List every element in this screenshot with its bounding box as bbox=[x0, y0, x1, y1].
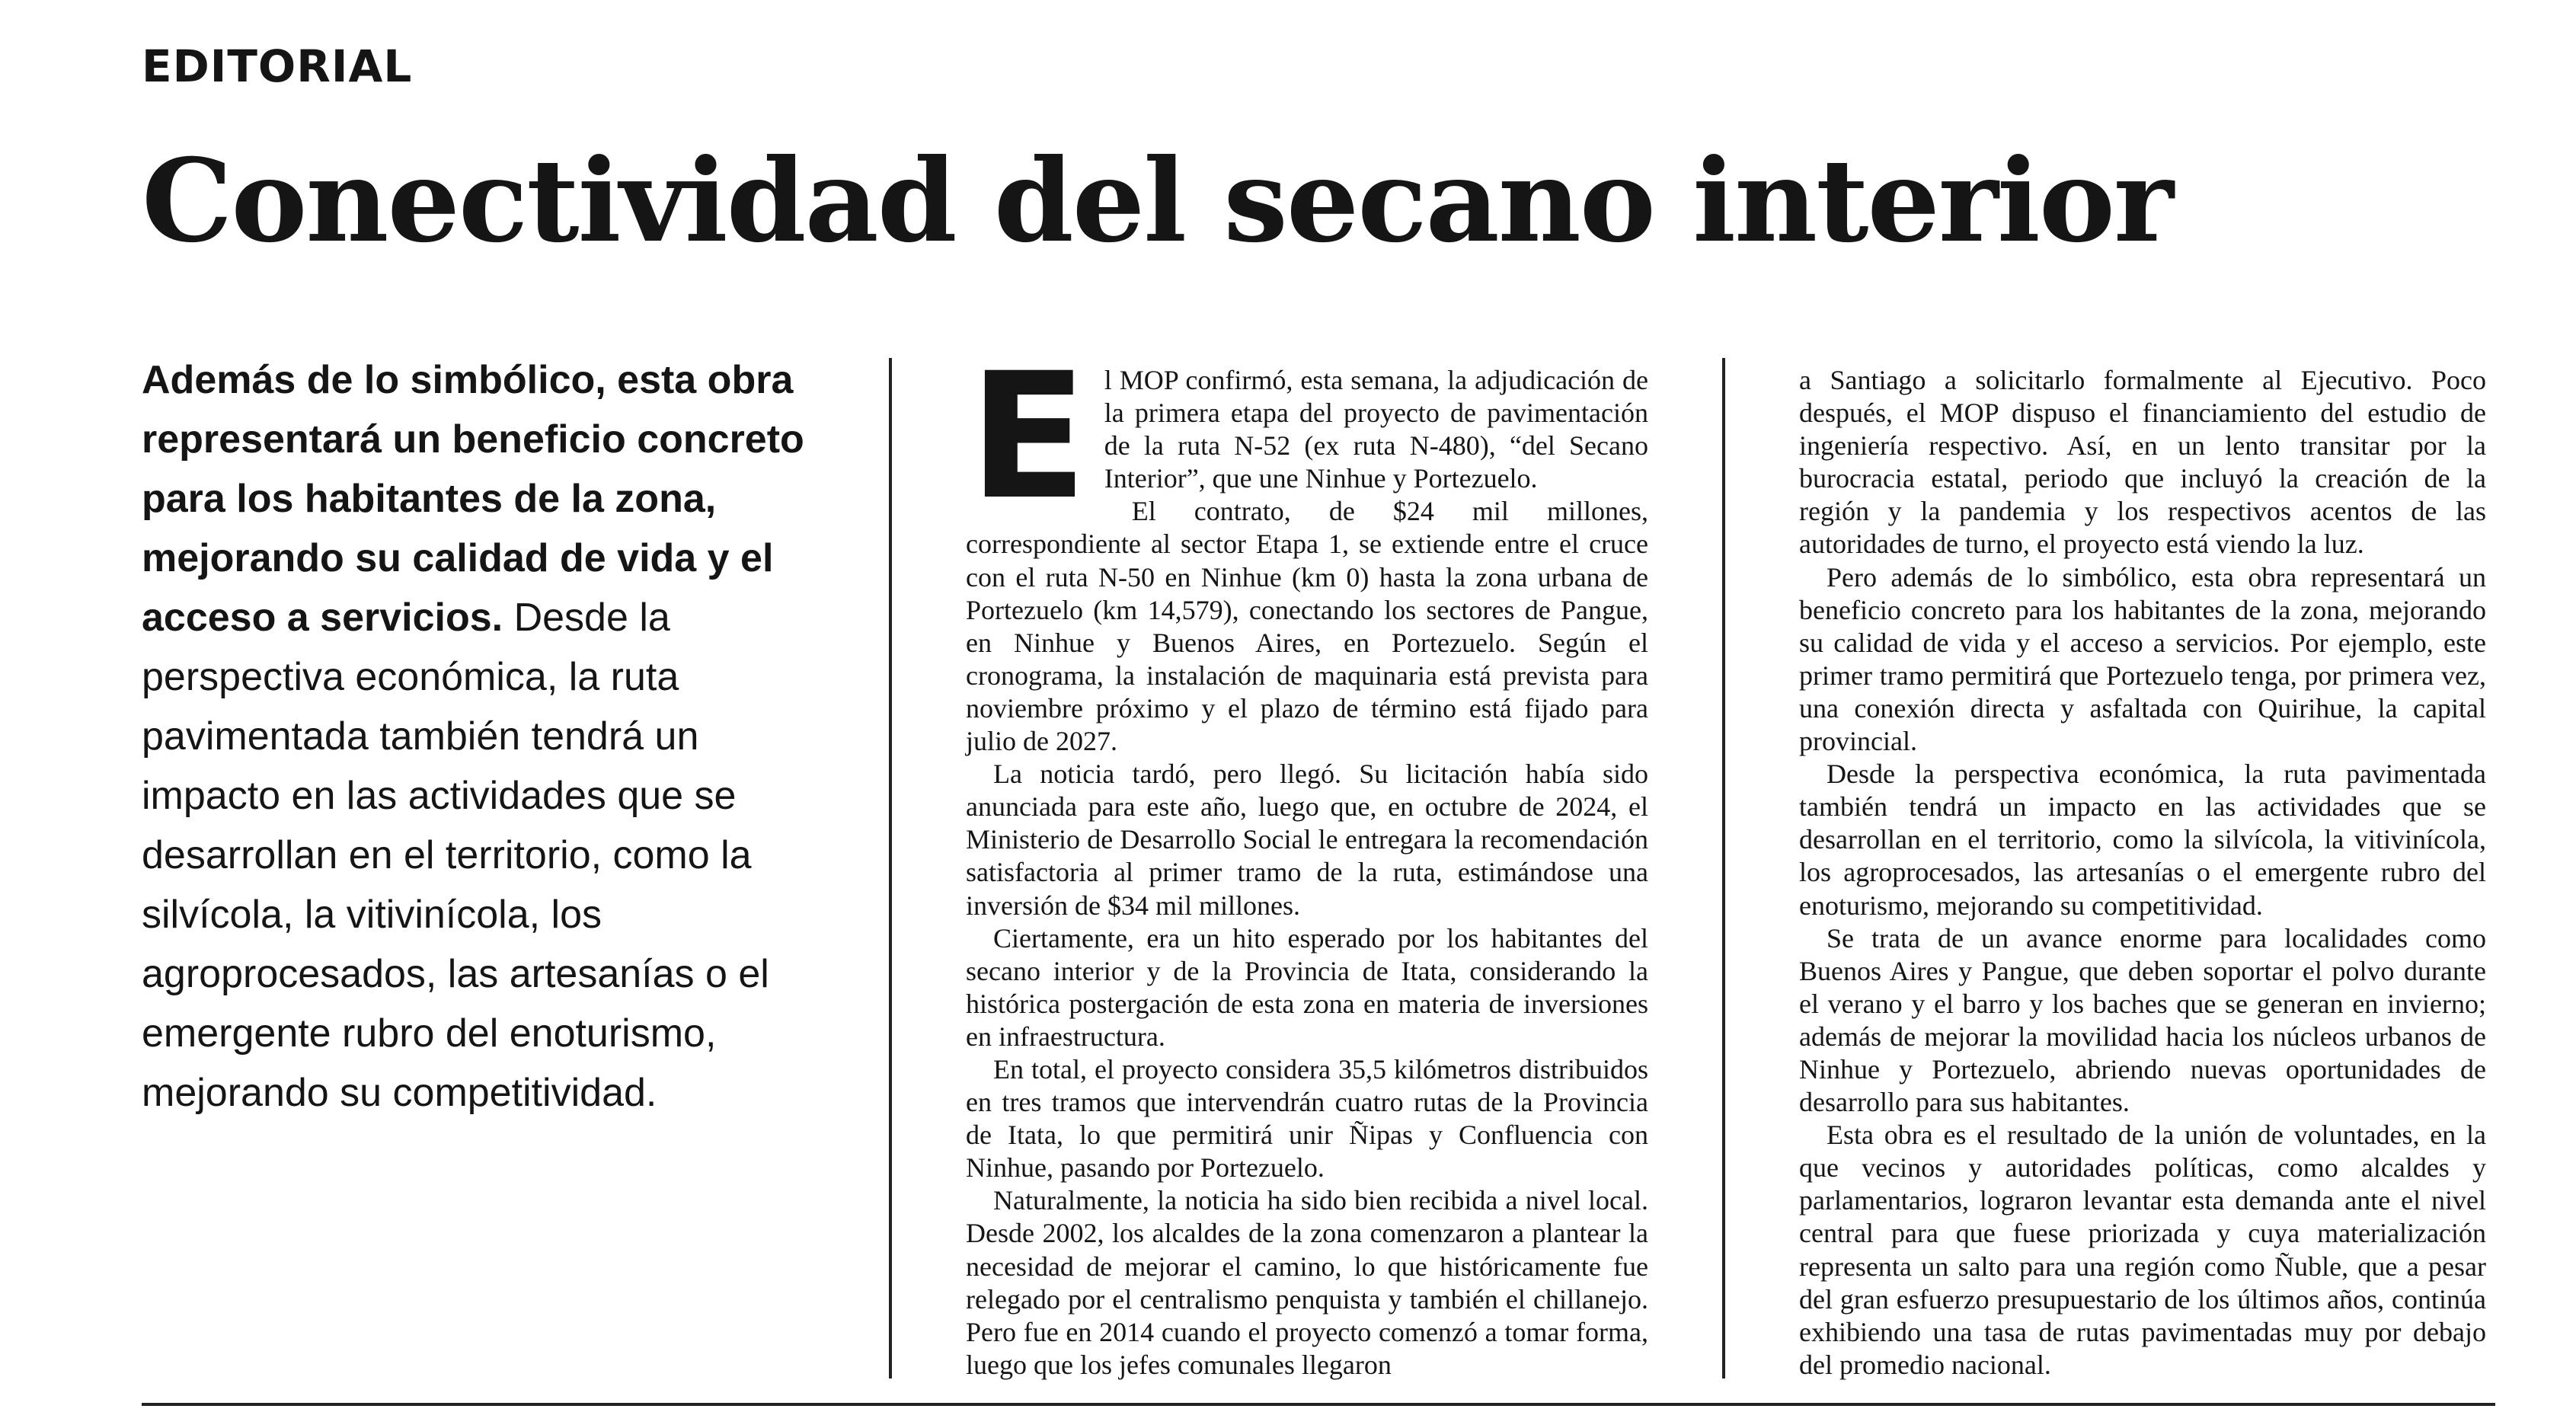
lede-bold: Además de lo simbólico, esta obra representará un beneficio concreto para los habitantes de la zona, mejorando su calidad de vida y el acceso a servicios. bbox=[142, 358, 804, 640]
paragraph-6-continued: a Santiago a solicitarlo formalmente al Ejecutivo. Poco después, el MOP dispuso el financiamiento del estudio de ingeniería respectivo. Así, en un lento transitar por la burocracia estatal, periodo que incluyó la creación de la región y la pandemia y los respectivos acentos de las autoridades de turno, el proyecto está viendo la luz. bbox=[1799, 365, 2486, 560]
body-column-2 bbox=[1799, 364, 2486, 1382]
drop-cap: E bbox=[969, 335, 1088, 538]
section-label: EDITORIAL bbox=[142, 40, 413, 92]
lede-regular: Desde la perspectiva económica, la ruta pavimentada también tendrá un impacto en las actividades que se desarrollan en el territorio, como la silvícola, la vitivinícola, los agroprocesados, las artesanías o el emergente rubro del enoturismo, mejorando su competitividad. bbox=[142, 596, 769, 1115]
body-column-1 bbox=[966, 335, 1648, 1382]
column-divider-left bbox=[889, 358, 892, 1378]
column-divider-right bbox=[1722, 358, 1725, 1378]
paragraph-3: La noticia tardó, pero llegó. Su licitación había sido anunciada para este año, luego que, en octubre de 2024, el Ministerio de Desarrollo Social le entregara la recomendación satisfactoria al primer tramo de la ruta, estimándose una inversión de $34 mil millones. bbox=[966, 759, 1648, 921]
paragraph-2: El contrato, de $24 mil millones, correspondiente al sector Etapa 1, se extiende entre el cruce con el ruta N-50 en Ninhue (km 0) hasta la zona urbana de Portezuelo (km 14,579), conectando los sectores de Pangue, en Ninhue y Buenos Aires, en Portezuelo. Según el cronograma, la instalación de maquinaria está prevista para noviembre próximo y el plazo de término está fijado para julio de 2027. bbox=[966, 496, 1648, 757]
headline: Conectividad del secano interior bbox=[142, 134, 2172, 268]
paragraph-7: Pero además de lo simbólico, esta obra representará un beneficio concreto para los habitantes de la zona, mejorando su calidad de vida y el acceso a servicios. Por ejemplo, este primer tramo permitirá que Portezuelo tenga, por primera vez, una conexión directa y asfaltada con Quirihue, la capital provincial. bbox=[1799, 561, 2486, 757]
paragraph-9: Se trata de un avance enorme para localidades como Buenos Aires y Pangue, que deben soportar el polvo durante el verano y el barro y los baches que se generan en invierno; además de mejorar la movilidad hacia los núcleos urbanos de Ninhue y Portezuelo, abriendo nuevas oportunidades de desarrollo para sus habitantes. bbox=[1799, 922, 2486, 1118]
paragraph-5: En total, el proyecto considera 35,5 kilómetros distribuidos en tres tramos que intervendrán cuatro rutas de la Provincia de Itata, lo que permitirá unir Ñipas y Confluencia con Ninhue, pasando por Portezuelo. bbox=[966, 1053, 1648, 1184]
bottom-divider bbox=[142, 1403, 2495, 1406]
paragraph-4: Ciertamente, era un hito esperado por los habitantes del secano interior y de la Provincia de Itata, considerando la histórica postergación de esta zona en materia de inversiones en infraestructura. bbox=[966, 922, 1648, 1052]
lede-pull-quote bbox=[142, 350, 812, 1123]
paragraph-1: El MOP confirmó, esta semana, la adjudicación de la primera etapa del proyecto de pavimentación de la ruta N-52 (ex ruta N-480), “del Secano Interior”, que une Ninhue y Portezuelo. bbox=[969, 335, 1648, 538]
paragraph-6: Naturalmente, la noticia ha sido bien recibida a nivel local. Desde 2002, los alcaldes de la zona comenzaron a plantear la necesidad de mejorar el camino, lo que históricamente fue relegado por el centralismo penquista y también el chillanejo. Pero fue en 2014 cuando el proyecto comenzó a tomar forma, luego que los jefes comunales llegaron bbox=[966, 1185, 1648, 1380]
paragraph-10: Esta obra es el resultado de la unión de voluntades, en la que vecinos y autoridades políticas, como alcaldes y parlamentarios, lograron levantar esta demanda ante el nivel central para que fuese priorizada y cuya materialización representa un salto para una región como Ñuble, que a pesar del gran esfuerzo presupuestario de los últimos años, continúa exhibiendo una tasa de rutas pavimentadas muy por debajo del promedio nacional. bbox=[1799, 1120, 2486, 1380]
paragraph-8: Desde la perspectiva económica, la ruta pavimentada también tendrá un impacto en las actividades que se desarrollan en el territorio, como la silvícola, la vitivinícola, los agroprocesados, las artesanías o el emergente rubro del enoturismo, mejorando su competitividad. bbox=[1799, 759, 2486, 921]
